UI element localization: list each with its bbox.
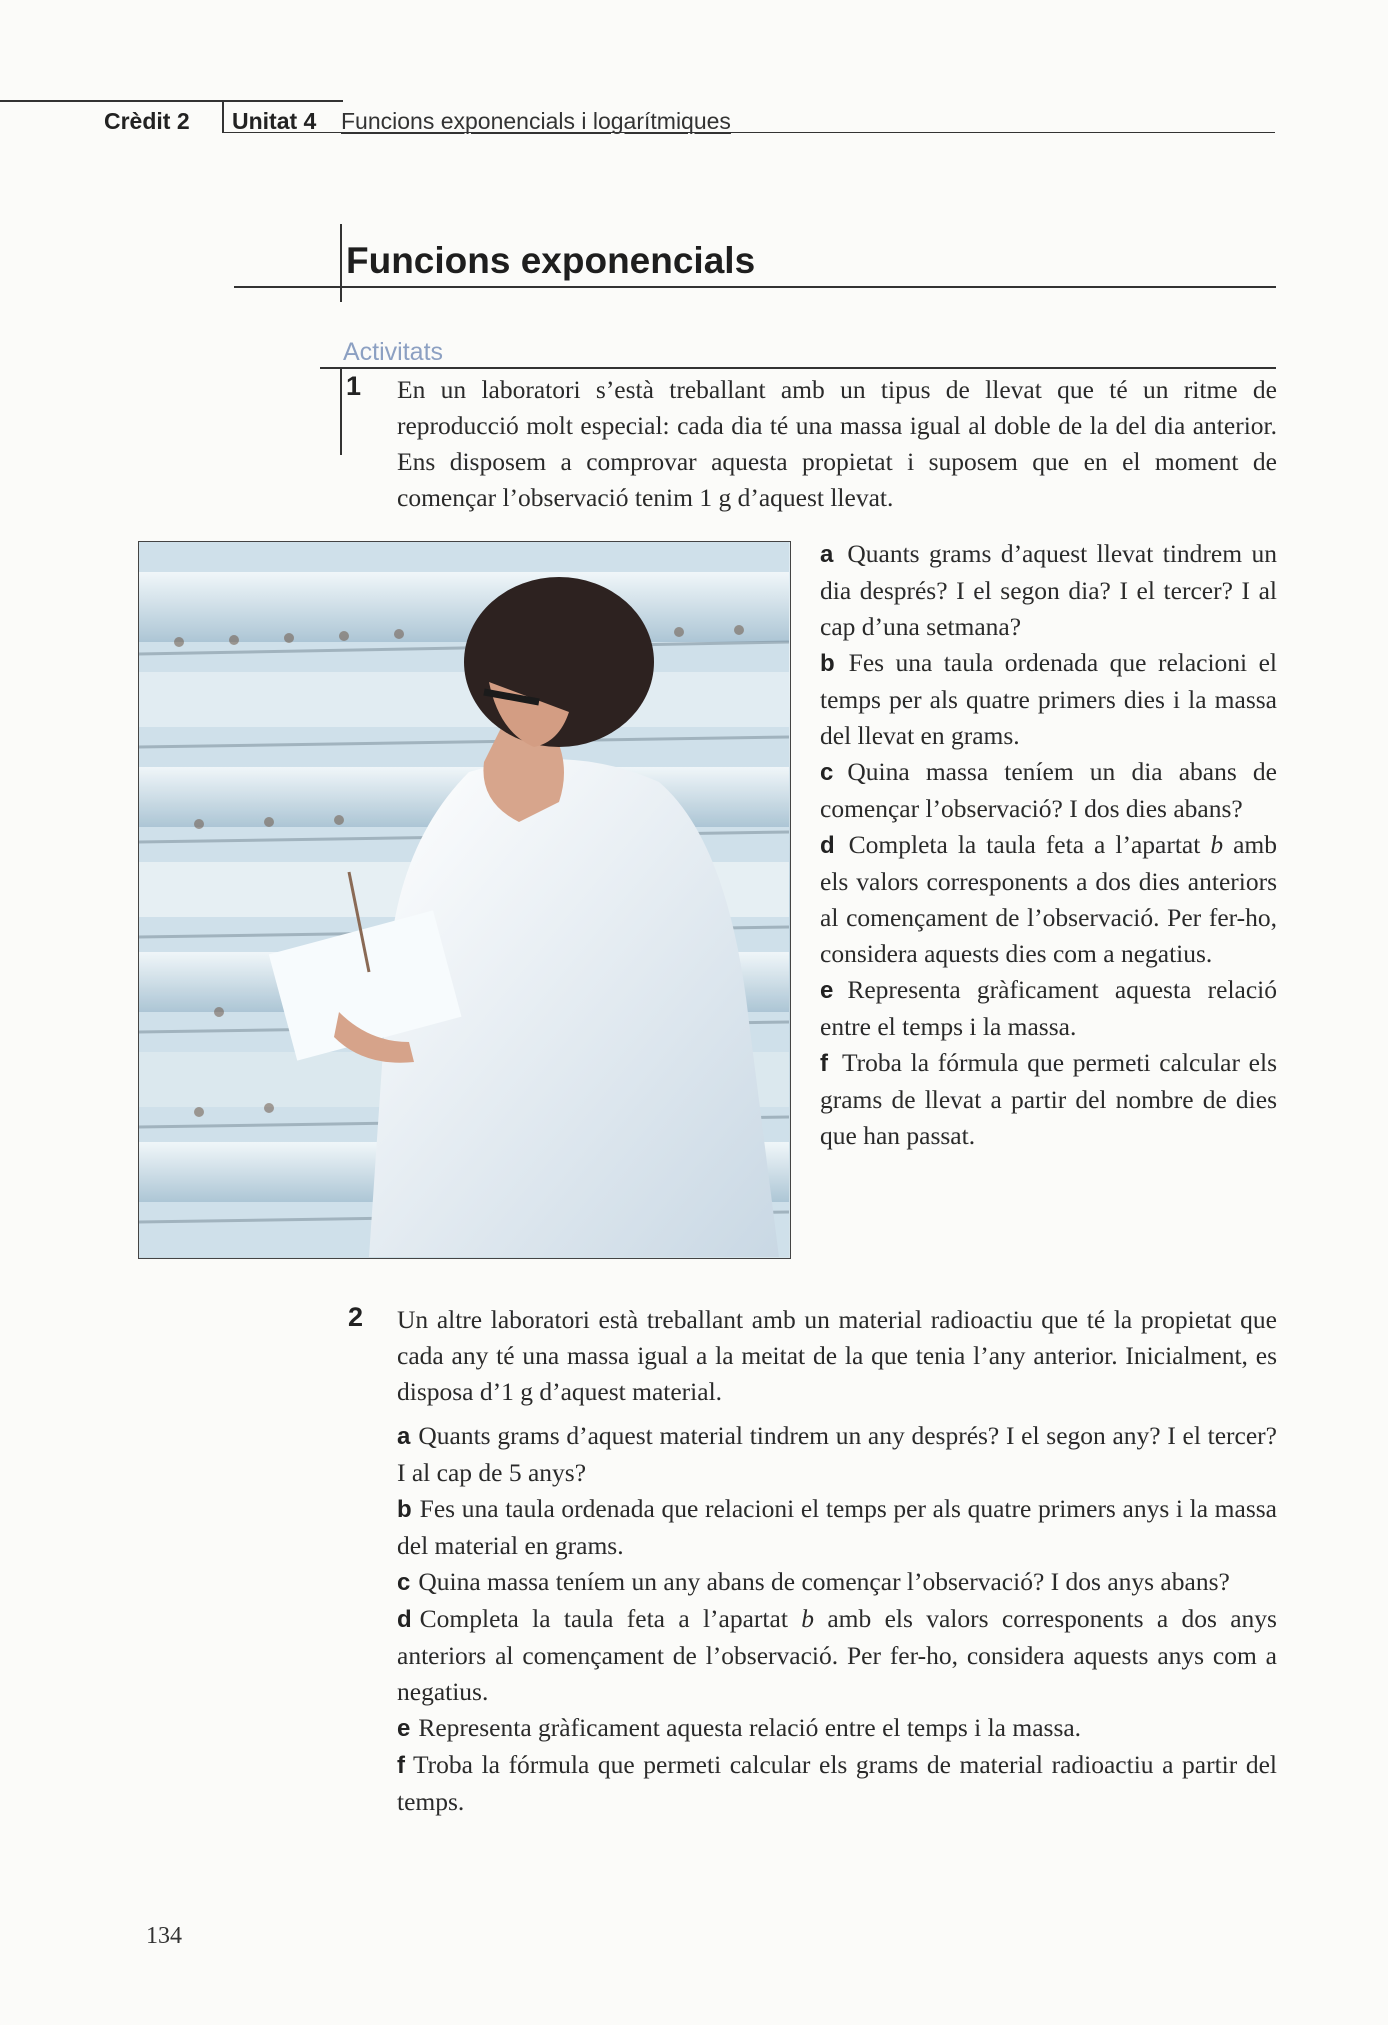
activities-rule bbox=[320, 367, 1276, 369]
activity-1-item-e: e Representa gràficament aquesta relació entre el temps i la massa. bbox=[820, 975, 1277, 1041]
activities-vertical-rule bbox=[340, 367, 342, 455]
section-title: Funcions exponencials bbox=[346, 240, 756, 281]
page-number: 134 bbox=[146, 1923, 182, 1949]
activity-1-item-a: a Quants grams d’aquest llevat tindrem un dia després? I el segon dia? I el tercer? I al cap d’una setmana? bbox=[820, 539, 1277, 641]
activity-1-item-c: c Quina massa teníem un dia abans de començar l’observació? I dos dies abans? bbox=[820, 757, 1277, 823]
activity-1-intro: En un laboratori s’està treballant amb un tipus de llevat que té un ritme de reproducció molt especial: cada dia té una massa igual al doble de la del dia anterior. Ens disposem a comprovar aquesta propietat i suposem que en el moment de començar l’observació tenim 1 g d’aquest llevat. bbox=[397, 375, 1277, 512]
activity-2-item-e: e Representa gràficament aquesta relació entre el temps i la massa. bbox=[397, 1713, 1082, 1742]
laboratory-photo-illustration bbox=[139, 542, 789, 1257]
activity-1-items bbox=[820, 536, 1277, 1154]
activity-1-item-f: f Troba la fórmula que permeti calcular els grams de llevat a partir del nombre de dies que han passat. bbox=[820, 1048, 1277, 1150]
header-chapter-title: Funcions exponencials i logarítmiques bbox=[341, 108, 731, 134]
laboratory-photo bbox=[138, 541, 791, 1259]
activity-2-number: 2 bbox=[348, 1302, 364, 1332]
title-vertical-rule bbox=[340, 224, 342, 302]
activity-2-item-c: c Quina massa teníem un any abans de començar l’observació? I dos anys abans? bbox=[397, 1567, 1230, 1596]
header-divider bbox=[222, 100, 224, 133]
activity-2-item-d: d Completa la taula feta a l’apartat b amb els valors corresponents a dos anys anteriors al començament de l’observació. Per fer-ho, considera aquests anys com a negatius. bbox=[397, 1604, 1277, 1706]
activity-1-item-b: b Fes una taula ordenada que relacioni el temps per als quatre primers dies i la massa del llevat en grams. bbox=[820, 648, 1277, 750]
activity-1-item-d: d Completa la taula feta a l’apartat b amb els valors corresponents a dos dies anteriors al començament de l’observació. Per fer-ho, considera aquests dies com a negatius. bbox=[820, 830, 1277, 968]
header-rule bbox=[0, 100, 343, 102]
activity-2-item-a: a Quants grams d’aquest material tindrem un any després? I el segon any? I el tercer? I al cap de 5 anys? bbox=[397, 1421, 1277, 1487]
header-credit: Crèdit 2 bbox=[104, 108, 190, 134]
activity-2-items bbox=[397, 1418, 1277, 1820]
activities-label: Activitats bbox=[343, 338, 444, 366]
activity-2-item-b: b Fes una taula ordenada que relacioni el temps per als quatre primers anys i la massa del material en grams. bbox=[397, 1494, 1277, 1560]
activity-1-number: 1 bbox=[346, 371, 362, 401]
activity-2-intro: Un altre laboratori està treballant amb un material radioactiu que té la propietat que cada any té una massa igual a la meitat de la que tenia l’any anterior. Inicialment, es disposa d’1 g d’aquest material. bbox=[397, 1305, 1277, 1406]
activity-2-item-f: f Troba la fórmula que permeti calcular els grams de material radioactiu a partir del temps. bbox=[397, 1750, 1277, 1816]
title-rule bbox=[234, 286, 1276, 288]
header-unit: Unitat 4 bbox=[232, 108, 317, 134]
